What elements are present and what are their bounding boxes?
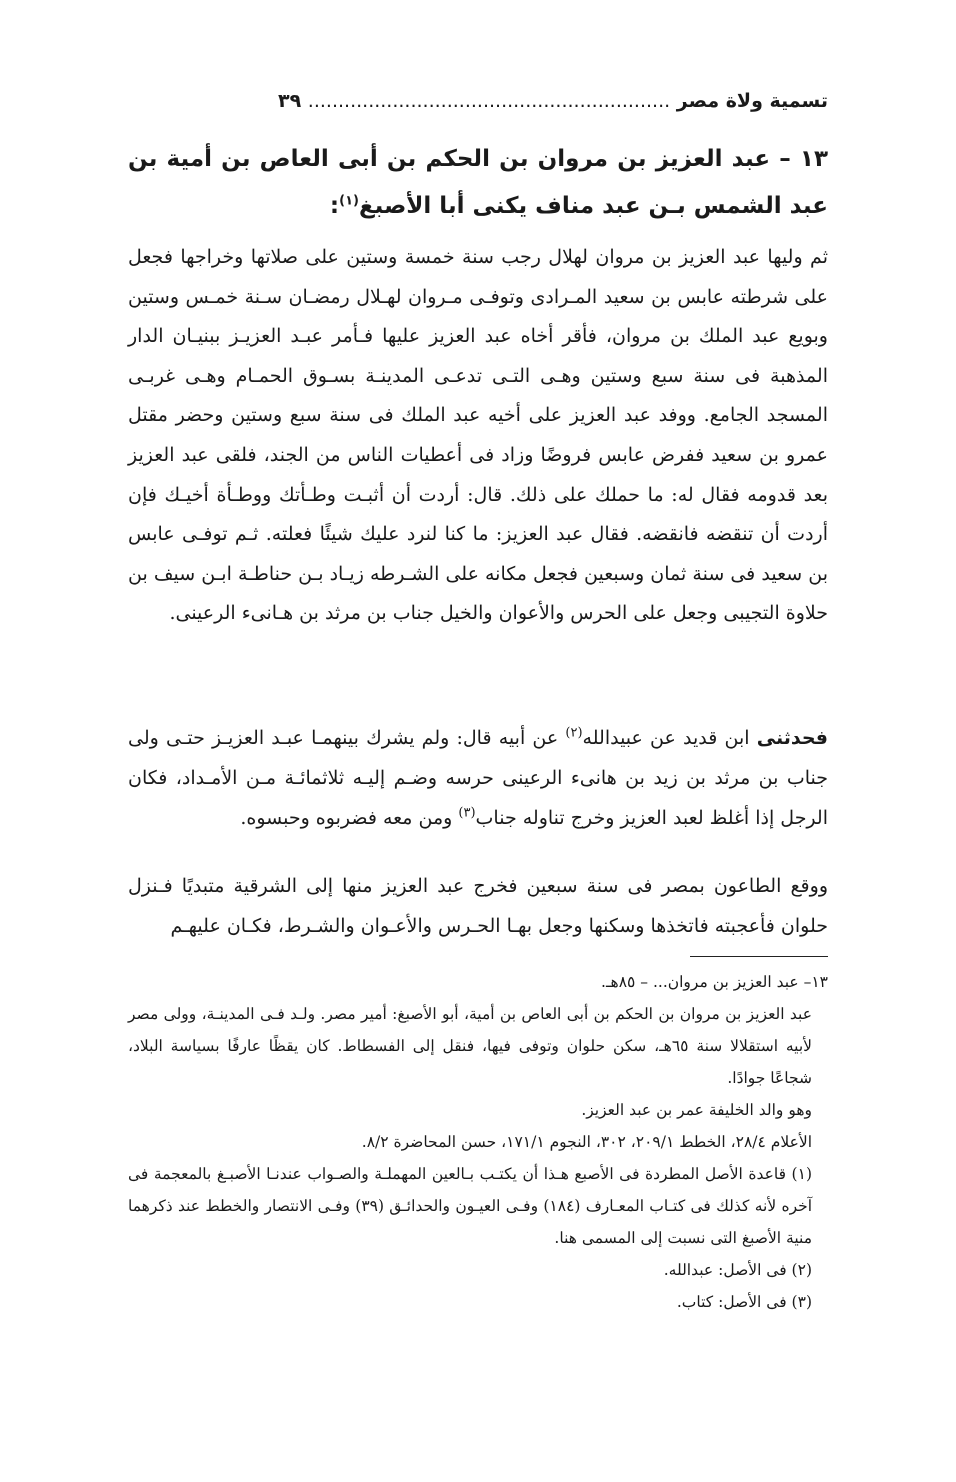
footnote-sources: الأعلام ٢٨/٤، الخطط ٢٠٩/١، ٣٠٢، النجوم ١٧١/١، حسن المحاضرة ٨/٢.: [361, 1133, 812, 1151]
paragraph-3: ووقع الطاعون بمصر فى سنة سبعين فخرج عبد العزيز منها إلى الشرقية متبديًا فـنزل حلوان فأعجبته فاتخذها وسكنها وجعل بهـا الحـرس والأعـوان والشـرط، فكـان عليهـم: [128, 875, 828, 937]
footnote-entry-ref: ١٣– عبد العزيز بن مروان... – ٨٥هـ.: [601, 973, 828, 991]
paragraph-2-text-a: ابن قديد عن عبيدالله: [582, 727, 750, 749]
footnote-bio: عبد العزيز بن مروان بن الحكم بن أبى العاص بن أمية، أبو الأصبغ: أمير مصر. ولـد فـى المدينـة، وولى مصر لأبيه استقلالا سنة ٦٥هـ، سكن حلوان وتوفى فيها، فنقل إلى الفسطاط. كان يقظًا عارفًا بسياسة البلاد، شجاعًا جوادًا.: [128, 1005, 812, 1087]
footnote-3: (٣) فى الأصل: كتاب.: [676, 1293, 812, 1311]
paragraph-2-lead: فحدثنى: [756, 727, 828, 749]
paragraph-2-text-b: عن أبيه قال: ولم يشرك بينهمـا عبـد العزيـز حتـى ولى جناب بن مرثد بن زيد بن هانىء الرعينى حرسه وضـم إليـه ثلاثمائـة مـن الأمـداد، فكان الرجل إذا أغلظ لعبد العزيز وخرج تناوله جناب: [128, 727, 828, 829]
entry-heading-colon: :: [329, 193, 340, 219]
footnotes: [128, 966, 828, 1318]
footnote-marker-3[interactable]: (٣): [458, 805, 476, 821]
paragraph-1: ثم وليها عبد العزيز بن مروان لهلال رجب سنة خمسة وستين على صلاتها وخراجها فجعل على شرطته عابس بن سعيد المـرادى وتوفـى مـروان لهـلال رمضـان سـنة خمـس وستين وبويع عبد الملك بن مروان، فأقر أخاه عبد العزيز عليها فـأمر عبـد العزيـز ببنيـان الدار المذهبة فى سنة سبع وستين وهـى التـى تدعـى المدينـة بسـوق الحمـام وهـى غربـى المسجد الجامع. ووفد عبد العزيز على أخيه عبد الملك فى سنة سبع وستين وحضر مقتل عمرو بن سعيد ففرض عابس فروضًا وزاد فى أعطيات الناس من الجند، فلقى عبد العزيز بعد قدومه فقال له: ما حملك على ذلك. قال: أردت أن أثبـت وطـأتك ووطـأة أخيـك فإن أردت أن تنقضه فانقضه. فقال عبد العزيز: ما كنا لنرد عليك شيئًا فعلته. ثـم توفـى عابس بن سعيد فى سنة ثمان وسبعين فجعل مكانه على الشـرطه زيـاد بـن حناطـة ابـن سيف بن حلاوة التجيبى وجعل على الحرس والأعوان والخيل جناب بن مرثد بن هـانىء الرعينى.: [128, 246, 828, 625]
footnote-bio-father: وهو والد الخليفة عمر بن عبد العزيز.: [581, 1101, 812, 1119]
footnote-1: (١) قاعدة الأصل المطردة فى الأصبع هـذا أن يكتـب بـالعين المهملـة والصـواب عندنـا الأصبـغ بالمعجمة فى آخره لأنه كذلك فى كتـاب المعـارف (١٨٤) وفـى العيـون والحدائـق (٣٩) وفـى الانتصار والخطط عند ذكرهما منية الأصبغ التى نسبت إلى المسمى هنا.: [128, 1165, 813, 1247]
footnote-marker-1[interactable]: (١): [339, 193, 359, 209]
running-title: تسمية ولاة مصر: [676, 90, 828, 112]
footnote-divider: [690, 956, 828, 957]
footnote-marker-2[interactable]: (٢): [565, 725, 583, 741]
paragraph-2-text-c: ومن معه فضربوه وحبسوه.: [240, 807, 453, 829]
paragraph-2: [128, 718, 828, 838]
running-header: [128, 88, 828, 114]
page-number: ٣٩: [277, 90, 302, 112]
footnote-2: (٢) فى الأصل: عبدالله.: [663, 1261, 812, 1279]
leader-dots: ............................................................: [307, 90, 671, 112]
entry-heading: [128, 136, 828, 230]
entry-heading-text: ١٣ – عبد العزيز بن مروان بن الحكم بن أبى العاص بن أمية بن عبد الشمس بـن عبد مناف يكنى أبا الأصبغ: [128, 146, 828, 219]
